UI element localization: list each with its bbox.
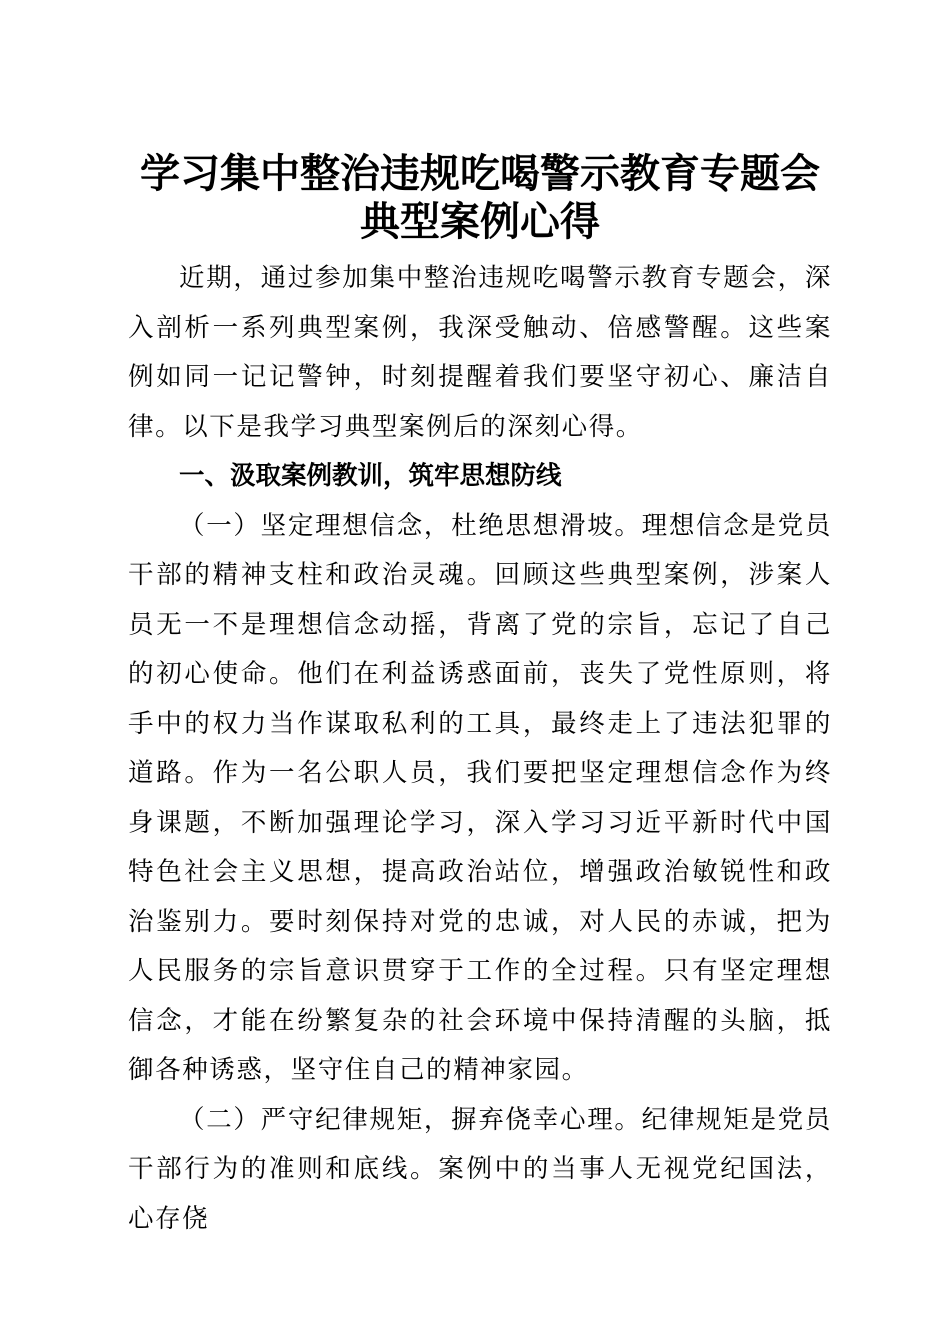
document-title: 学习集中整治违规吃喝警示教育专题会典型案例心得 xyxy=(140,150,820,245)
document-page xyxy=(128,150,832,1244)
paragraph-discipline: （二）严守纪律规矩，摒弃侥幸心理。纪律规矩是党员干部行为的准则和底线。案例中的当事人无视党纪国法，心存侥 xyxy=(128,1104,832,1234)
paragraph-ideals: （一）坚定理想信念，杜绝思想滑坡。理想信念是党员干部的精神支柱和政治灵魂。回顾这些典型案例，涉案人员无一不是理想信念动摇，背离了党的宗旨，忘记了自己的初心使命。他们在利益诱惑面前，丧失了党性原则，将手中的权力当作谋取私利的工具，最终走上了违法犯罪的道路。作为一名公职人员，我们要把坚定理想信念作为终身课题，不断加强理论学习，深入学习习近平新时代中国特色社会主义思想，提高政治站位，增强政治敏锐性和政治鉴别力。要时刻保持对党的忠诚，对人民的赤诚，把为人民服务的宗旨意识贯穿于工作的全过程。只有坚定理想信念，才能在纷繁复杂的社会环境中保持清醒的头脑，抵御各种诱惑，坚守住自己的精神家园。 xyxy=(128,510,832,1085)
section-heading-1: 一、汲取案例教训，筑牢思想防线 xyxy=(179,461,562,491)
intro-paragraph: 近期，通过参加集中整治违规吃喝警示教育专题会，深入剖析一系列典型案例，我深受触动、倍感警醒。这些案例如同一记记警钟，时刻提醒着我们要坚守初心、廉洁自律。以下是我学习典型案例后的深刻心得。 xyxy=(128,263,832,442)
